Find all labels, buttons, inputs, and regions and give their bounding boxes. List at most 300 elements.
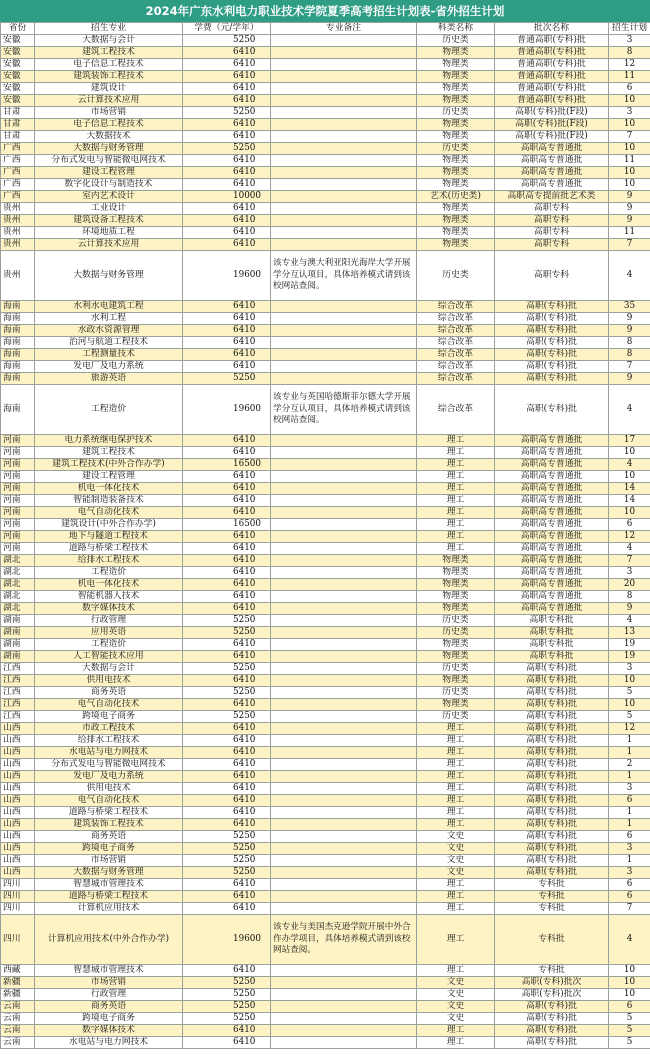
cell-remark xyxy=(271,543,417,555)
cell-quota: 10 xyxy=(609,471,650,483)
cell-batch: 高职(专科)批 xyxy=(495,337,609,349)
cell-remark xyxy=(271,795,417,807)
cell-tuition: 6410 xyxy=(183,675,271,687)
cell-category: 历史类 xyxy=(417,107,495,119)
cell-major: 数字化设计与制造技术 xyxy=(35,179,183,191)
cell-category: 历史类 xyxy=(417,687,495,699)
table-row xyxy=(1,361,650,373)
cell-quota: 14 xyxy=(609,495,650,507)
cell-province: 海南 xyxy=(1,385,35,435)
table-row xyxy=(1,663,650,675)
cell-category: 理工 xyxy=(417,435,495,447)
cell-quota: 6 xyxy=(609,795,650,807)
cell-batch: 高职(专科)批 xyxy=(495,385,609,435)
table-row xyxy=(1,325,650,337)
cell-major: 建筑工程技术(中外合作办学) xyxy=(35,459,183,471)
cell-remark xyxy=(271,325,417,337)
cell-remark xyxy=(271,591,417,603)
cell-major: 工程造价 xyxy=(35,567,183,579)
cell-remark xyxy=(271,699,417,711)
cell-batch: 高职(专科)批 xyxy=(495,663,609,675)
table-row xyxy=(1,239,650,251)
cell-category: 理工 xyxy=(417,735,495,747)
cell-major: 建筑设备工程技术 xyxy=(35,215,183,227)
cell-remark xyxy=(271,373,417,385)
cell-major: 地下与隧道工程技术 xyxy=(35,531,183,543)
cell-batch: 高职(专科)批 xyxy=(495,831,609,843)
cell-remark xyxy=(271,759,417,771)
cell-category: 综合改革 xyxy=(417,361,495,373)
cell-quota: 7 xyxy=(609,361,650,373)
table-row xyxy=(1,313,650,325)
cell-tuition: 6410 xyxy=(183,471,271,483)
table-row xyxy=(1,385,650,435)
cell-batch: 高职专科 xyxy=(495,251,609,301)
table-row xyxy=(1,1013,650,1025)
cell-quota: 1 xyxy=(609,735,650,747)
header-quota: 招生计划 xyxy=(609,23,650,35)
cell-batch: 高职(专科)批(F段) xyxy=(495,107,609,119)
cell-tuition: 6410 xyxy=(183,591,271,603)
table-row xyxy=(1,35,650,47)
cell-major: 商务英语 xyxy=(35,687,183,699)
cell-quota: 6 xyxy=(609,831,650,843)
cell-category: 理工 xyxy=(417,891,495,903)
cell-quota: 3 xyxy=(609,107,650,119)
table-row xyxy=(1,131,650,143)
cell-category: 物理类 xyxy=(417,203,495,215)
cell-batch: 高职(专科)批 xyxy=(495,783,609,795)
cell-batch: 高职高专普通批 xyxy=(495,495,609,507)
cell-major: 电气自动化技术 xyxy=(35,795,183,807)
table-row xyxy=(1,843,650,855)
cell-major: 工业设计 xyxy=(35,203,183,215)
table-row xyxy=(1,337,650,349)
table-row xyxy=(1,507,650,519)
header-tuition: 学费（元/学年） xyxy=(183,23,271,35)
cell-remark xyxy=(271,531,417,543)
cell-tuition: 6410 xyxy=(183,807,271,819)
cell-major: 建筑装饰工程技术 xyxy=(35,819,183,831)
cell-tuition: 6410 xyxy=(183,795,271,807)
cell-major: 建筑装饰工程技术 xyxy=(35,71,183,83)
cell-quota: 12 xyxy=(609,531,650,543)
cell-tuition: 6410 xyxy=(183,349,271,361)
cell-batch: 高职(专科)批 xyxy=(495,1025,609,1037)
cell-batch: 高职高专普通批 xyxy=(495,143,609,155)
cell-category: 理工 xyxy=(417,965,495,977)
cell-quota: 2 xyxy=(609,759,650,771)
cell-quota: 5 xyxy=(609,1037,650,1049)
table-row xyxy=(1,143,650,155)
cell-province: 新疆 xyxy=(1,989,35,1001)
cell-quota: 9 xyxy=(609,215,650,227)
cell-remark xyxy=(271,819,417,831)
cell-major: 水利水电建筑工程 xyxy=(35,301,183,313)
cell-province: 安徽 xyxy=(1,59,35,71)
cell-major: 分布式发电与智能微电网技术 xyxy=(35,759,183,771)
cell-province: 海南 xyxy=(1,301,35,313)
cell-category: 物理类 xyxy=(417,239,495,251)
cell-major: 水电站与电力网技术 xyxy=(35,1037,183,1049)
cell-remark xyxy=(271,1013,417,1025)
cell-quota: 4 xyxy=(609,251,650,301)
cell-remark xyxy=(271,989,417,1001)
cell-batch: 高职专科批 xyxy=(495,651,609,663)
cell-category: 综合改革 xyxy=(417,325,495,337)
cell-remark xyxy=(271,95,417,107)
cell-major: 工程测量技术 xyxy=(35,349,183,361)
cell-category: 物理类 xyxy=(417,699,495,711)
cell-remark xyxy=(271,131,417,143)
cell-province: 海南 xyxy=(1,361,35,373)
cell-quota: 4 xyxy=(609,543,650,555)
table-row xyxy=(1,747,650,759)
table-row xyxy=(1,543,650,555)
cell-batch: 普通高职(专科)批 xyxy=(495,95,609,107)
cell-tuition: 6410 xyxy=(183,603,271,615)
cell-category: 物理类 xyxy=(417,639,495,651)
cell-province: 山西 xyxy=(1,867,35,879)
cell-remark xyxy=(271,47,417,59)
cell-batch: 高职(专科)批 xyxy=(495,1037,609,1049)
table-row xyxy=(1,867,650,879)
cell-tuition: 5250 xyxy=(183,989,271,1001)
cell-quota: 9 xyxy=(609,203,650,215)
cell-remark: 该专业与澳大利亚阳光海岸大学开展学分互认项目，具体培养模式请到该校网站查阅。 xyxy=(271,251,417,301)
cell-batch: 高职(专科)批 xyxy=(495,771,609,783)
cell-province: 河南 xyxy=(1,507,35,519)
cell-quota: 13 xyxy=(609,627,650,639)
cell-major: 人工智能技术应用 xyxy=(35,651,183,663)
cell-major: 水政水资源管理 xyxy=(35,325,183,337)
cell-category: 物理类 xyxy=(417,603,495,615)
cell-category: 历史类 xyxy=(417,35,495,47)
table-row xyxy=(1,711,650,723)
cell-category: 物理类 xyxy=(417,179,495,191)
cell-major: 供用电技术 xyxy=(35,675,183,687)
cell-province: 河南 xyxy=(1,447,35,459)
cell-tuition: 6410 xyxy=(183,567,271,579)
cell-tuition: 6410 xyxy=(183,783,271,795)
cell-remark xyxy=(271,59,417,71)
cell-batch: 专科批 xyxy=(495,879,609,891)
table-row xyxy=(1,119,650,131)
cell-batch: 高职(专科)批 xyxy=(495,1001,609,1013)
cell-major: 治河与航道工程技术 xyxy=(35,337,183,349)
cell-batch: 高职(专科)批 xyxy=(495,723,609,735)
table-row xyxy=(1,83,650,95)
cell-batch: 高职高专普通批 xyxy=(495,507,609,519)
cell-remark xyxy=(271,965,417,977)
cell-remark xyxy=(271,349,417,361)
cell-tuition: 6410 xyxy=(183,903,271,915)
cell-quota: 12 xyxy=(609,723,650,735)
cell-category: 物理类 xyxy=(417,131,495,143)
cell-tuition: 6410 xyxy=(183,507,271,519)
cell-quota: 17 xyxy=(609,435,650,447)
cell-category: 文史 xyxy=(417,867,495,879)
cell-batch: 普通高职(专科)批 xyxy=(495,59,609,71)
cell-province: 山西 xyxy=(1,795,35,807)
cell-province: 海南 xyxy=(1,337,35,349)
cell-remark xyxy=(271,215,417,227)
cell-quota: 5 xyxy=(609,1025,650,1037)
cell-quota: 10 xyxy=(609,143,650,155)
cell-batch: 高职高专普通批 xyxy=(495,179,609,191)
cell-tuition: 6410 xyxy=(183,447,271,459)
cell-province: 江西 xyxy=(1,675,35,687)
cell-tuition: 6410 xyxy=(183,179,271,191)
cell-batch: 高职(专科)批 xyxy=(495,1013,609,1025)
cell-province: 湖南 xyxy=(1,627,35,639)
table-row xyxy=(1,783,650,795)
cell-remark xyxy=(271,227,417,239)
cell-province: 山西 xyxy=(1,771,35,783)
cell-tuition: 6410 xyxy=(183,1025,271,1037)
cell-quota: 9 xyxy=(609,603,650,615)
cell-batch: 高职专科 xyxy=(495,203,609,215)
cell-tuition: 6410 xyxy=(183,47,271,59)
cell-province: 广西 xyxy=(1,167,35,179)
table-row xyxy=(1,759,650,771)
cell-quota: 1 xyxy=(609,819,650,831)
cell-major: 行政管理 xyxy=(35,615,183,627)
cell-province: 山西 xyxy=(1,759,35,771)
cell-category: 物理类 xyxy=(417,167,495,179)
cell-quota: 8 xyxy=(609,337,650,349)
cell-major: 旅游英语 xyxy=(35,373,183,385)
cell-province: 安徽 xyxy=(1,71,35,83)
cell-province: 安徽 xyxy=(1,47,35,59)
cell-batch: 高职高专普通批 xyxy=(495,591,609,603)
cell-remark xyxy=(271,495,417,507)
table-row xyxy=(1,59,650,71)
cell-province: 海南 xyxy=(1,349,35,361)
cell-major: 建筑设计 xyxy=(35,83,183,95)
cell-province: 山西 xyxy=(1,831,35,843)
cell-province: 云南 xyxy=(1,1001,35,1013)
cell-tuition: 6410 xyxy=(183,723,271,735)
cell-category: 物理类 xyxy=(417,47,495,59)
cell-category: 艺术(历史类) xyxy=(417,191,495,203)
cell-remark: 该专业与美国杰克逊学院开展中外合作办学项目，具体培养模式请到该校网站查阅。 xyxy=(271,915,417,965)
cell-province: 云南 xyxy=(1,1013,35,1025)
cell-quota: 6 xyxy=(609,891,650,903)
cell-category: 物理类 xyxy=(417,591,495,603)
cell-remark xyxy=(271,361,417,373)
cell-batch: 高职(专科)批 xyxy=(495,711,609,723)
cell-tuition: 6410 xyxy=(183,1037,271,1049)
cell-quota: 1 xyxy=(609,771,650,783)
cell-category: 理工 xyxy=(417,519,495,531)
cell-major: 商务英语 xyxy=(35,1001,183,1013)
cell-province: 山西 xyxy=(1,735,35,747)
cell-remark xyxy=(271,155,417,167)
table-row xyxy=(1,915,650,965)
cell-tuition: 6410 xyxy=(183,435,271,447)
cell-tuition: 5250 xyxy=(183,107,271,119)
table-row xyxy=(1,47,650,59)
table-row xyxy=(1,1025,650,1037)
cell-batch: 高职高专提前批艺术类 xyxy=(495,191,609,203)
cell-province: 山西 xyxy=(1,855,35,867)
cell-category: 综合改革 xyxy=(417,385,495,435)
cell-province: 新疆 xyxy=(1,977,35,989)
cell-province: 湖北 xyxy=(1,603,35,615)
cell-remark xyxy=(271,179,417,191)
table-row xyxy=(1,227,650,239)
cell-category: 理工 xyxy=(417,531,495,543)
table-row xyxy=(1,251,650,301)
cell-major: 给排水工程技术 xyxy=(35,555,183,567)
cell-category: 理工 xyxy=(417,447,495,459)
table-row xyxy=(1,687,650,699)
cell-major: 发电厂及电力系统 xyxy=(35,771,183,783)
cell-batch: 高职(专科)批 xyxy=(495,349,609,361)
cell-tuition: 5250 xyxy=(183,627,271,639)
cell-batch: 高职(专科)批 xyxy=(495,759,609,771)
cell-tuition: 6410 xyxy=(183,155,271,167)
table-row xyxy=(1,1001,650,1013)
cell-batch: 普通高职(专科)批 xyxy=(495,35,609,47)
cell-quota: 11 xyxy=(609,155,650,167)
cell-tuition: 6410 xyxy=(183,131,271,143)
cell-province: 甘肃 xyxy=(1,119,35,131)
cell-batch: 高职(专科)批 xyxy=(495,687,609,699)
cell-remark xyxy=(271,747,417,759)
table-row xyxy=(1,107,650,119)
cell-remark xyxy=(271,71,417,83)
cell-category: 历史类 xyxy=(417,615,495,627)
table-row xyxy=(1,639,650,651)
cell-tuition: 5250 xyxy=(183,615,271,627)
cell-quota: 4 xyxy=(609,385,650,435)
cell-remark xyxy=(271,301,417,313)
cell-category: 理工 xyxy=(417,471,495,483)
cell-major: 水利工程 xyxy=(35,313,183,325)
cell-major: 市场营销 xyxy=(35,855,183,867)
cell-major: 云计算技术应用 xyxy=(35,239,183,251)
cell-category: 理工 xyxy=(417,723,495,735)
cell-province: 河南 xyxy=(1,435,35,447)
cell-remark xyxy=(271,239,417,251)
cell-tuition: 5250 xyxy=(183,1001,271,1013)
table-row xyxy=(1,191,650,203)
table-row xyxy=(1,495,650,507)
table-row xyxy=(1,301,650,313)
cell-major: 建设工程管理 xyxy=(35,471,183,483)
cell-quota: 10 xyxy=(609,989,650,1001)
table-row xyxy=(1,447,650,459)
cell-batch: 高职专科 xyxy=(495,239,609,251)
cell-tuition: 6410 xyxy=(183,531,271,543)
table-row xyxy=(1,155,650,167)
header-major: 招生专业 xyxy=(35,23,183,35)
cell-major: 智慧城市管理技术 xyxy=(35,965,183,977)
cell-quota: 10 xyxy=(609,507,650,519)
cell-category: 物理类 xyxy=(417,215,495,227)
cell-remark xyxy=(271,891,417,903)
cell-major: 工程造价 xyxy=(35,385,183,435)
cell-category: 物理类 xyxy=(417,95,495,107)
cell-batch: 专科批 xyxy=(495,891,609,903)
header-row xyxy=(1,23,650,35)
cell-remark xyxy=(271,471,417,483)
cell-province: 山西 xyxy=(1,819,35,831)
cell-tuition: 16500 xyxy=(183,519,271,531)
cell-category: 理工 xyxy=(417,771,495,783)
cell-quota: 14 xyxy=(609,483,650,495)
cell-tuition: 6410 xyxy=(183,579,271,591)
cell-category: 理工 xyxy=(417,483,495,495)
cell-province: 西藏 xyxy=(1,965,35,977)
cell-category: 综合改革 xyxy=(417,349,495,361)
table-row xyxy=(1,373,650,385)
cell-batch: 高职专科批 xyxy=(495,627,609,639)
cell-tuition: 6410 xyxy=(183,83,271,95)
cell-batch: 高职高专普通批 xyxy=(495,567,609,579)
cell-quota: 1 xyxy=(609,855,650,867)
cell-major: 供用电技术 xyxy=(35,783,183,795)
cell-tuition: 6410 xyxy=(183,325,271,337)
table-row xyxy=(1,615,650,627)
cell-quota: 3 xyxy=(609,843,650,855)
cell-category: 理工 xyxy=(417,747,495,759)
cell-tuition: 6410 xyxy=(183,361,271,373)
cell-quota: 11 xyxy=(609,71,650,83)
cell-remark xyxy=(271,663,417,675)
cell-province: 海南 xyxy=(1,373,35,385)
cell-quota: 9 xyxy=(609,373,650,385)
table-row xyxy=(1,459,650,471)
cell-remark xyxy=(271,627,417,639)
table-row xyxy=(1,627,650,639)
cell-province: 四川 xyxy=(1,879,35,891)
cell-province: 湖北 xyxy=(1,555,35,567)
cell-remark xyxy=(271,203,417,215)
cell-province: 湖南 xyxy=(1,639,35,651)
cell-major: 工程造价 xyxy=(35,639,183,651)
cell-batch: 高职(专科)批 xyxy=(495,855,609,867)
cell-major: 电气自动化技术 xyxy=(35,507,183,519)
cell-quota: 4 xyxy=(609,615,650,627)
cell-category: 历史类 xyxy=(417,251,495,301)
table-row xyxy=(1,531,650,543)
cell-quota: 10 xyxy=(609,977,650,989)
cell-major: 跨境电子商务 xyxy=(35,843,183,855)
cell-quota: 7 xyxy=(609,239,650,251)
cell-category: 综合改革 xyxy=(417,301,495,313)
cell-quota: 19 xyxy=(609,639,650,651)
cell-remark xyxy=(271,1037,417,1049)
cell-remark xyxy=(271,507,417,519)
table-row xyxy=(1,167,650,179)
cell-quota: 5 xyxy=(609,1013,650,1025)
cell-tuition: 6410 xyxy=(183,747,271,759)
cell-major: 水电站与电力网技术 xyxy=(35,747,183,759)
cell-major: 大数据与财务管理 xyxy=(35,867,183,879)
cell-province: 安徽 xyxy=(1,35,35,47)
cell-category: 理工 xyxy=(417,1037,495,1049)
table-row xyxy=(1,471,650,483)
cell-province: 湖南 xyxy=(1,651,35,663)
cell-category: 文史 xyxy=(417,831,495,843)
cell-category: 理工 xyxy=(417,879,495,891)
cell-major: 机电一体化技术 xyxy=(35,579,183,591)
cell-batch: 高职高专普通批 xyxy=(495,459,609,471)
cell-batch: 高职(专科)批 xyxy=(495,373,609,385)
